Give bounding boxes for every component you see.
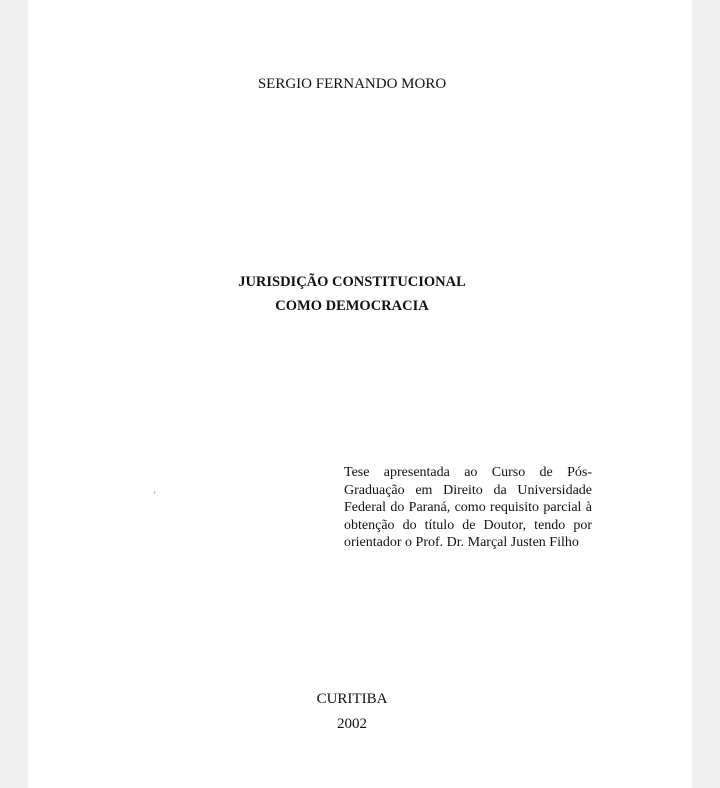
document-page bbox=[28, 0, 692, 788]
city: CURITIBA bbox=[316, 691, 388, 707]
title-line-1: JURISDIÇÃO CONSTITUCIONAL bbox=[238, 274, 466, 290]
thesis-title bbox=[28, 270, 676, 318]
title-line-2: COMO DEMOCRACIA bbox=[275, 298, 429, 314]
stray-mark: ' bbox=[154, 490, 156, 500]
year: 2002 bbox=[337, 716, 367, 732]
author-name: SERGIO FERNANDO MORO bbox=[257, 76, 447, 92]
thesis-statement: Tese apresentada ao Curso de Pós-Graduação em Direito da Universidade Federal do Paraná, como requisito parcial à obtenção do título de Doutor, tendo por orientador o Prof. Dr. Marçal Justen Filho bbox=[344, 465, 592, 550]
